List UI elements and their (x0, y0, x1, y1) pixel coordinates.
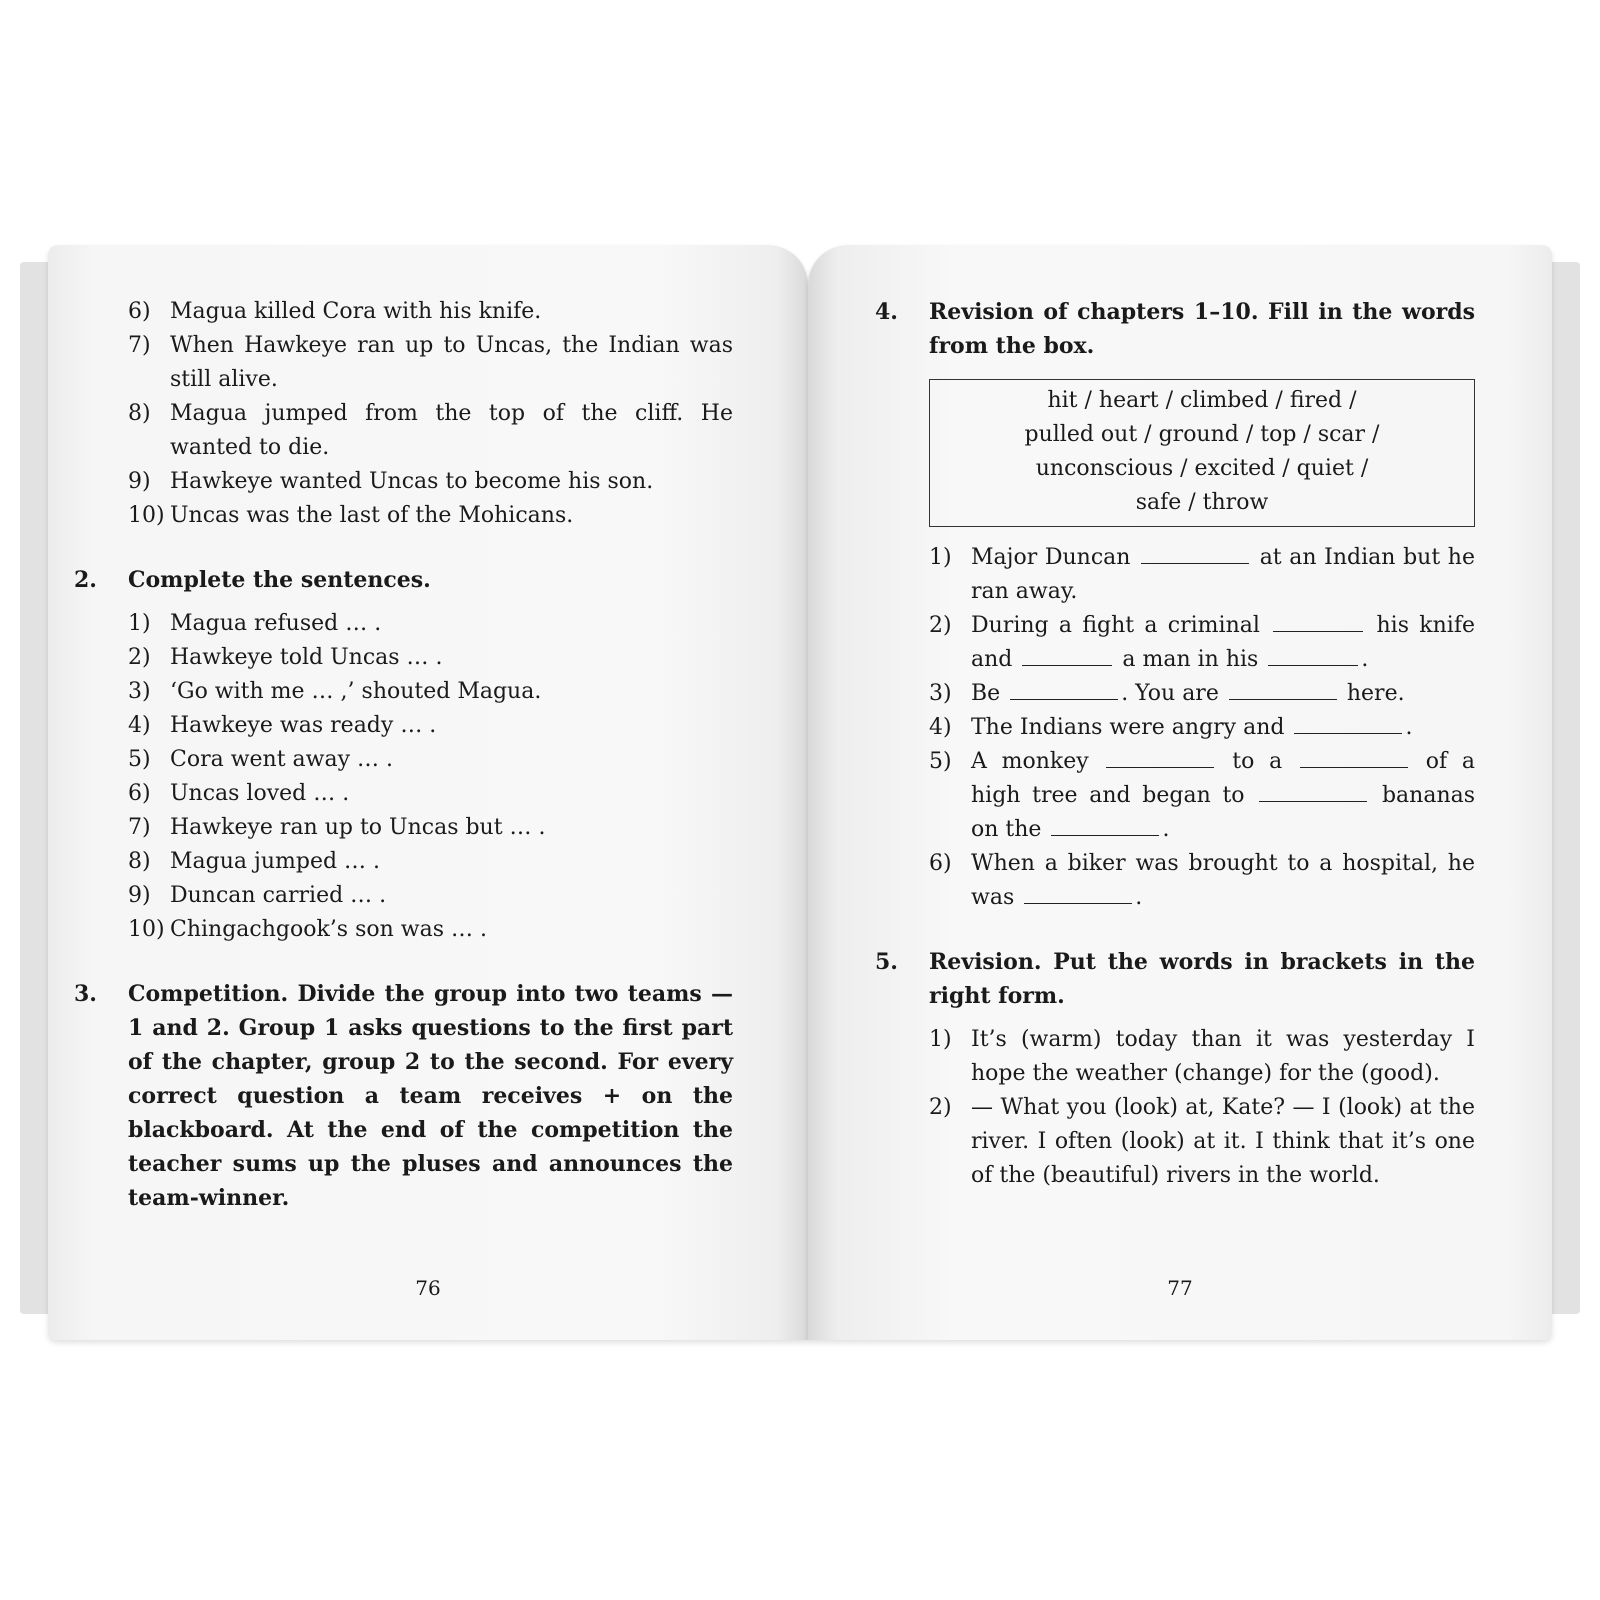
list-item: 2) During a fight a criminal his knife and a man in his . (929, 613, 1475, 672)
list-item: 10) Chingachgook’s son was … . (128, 917, 487, 942)
list-item: 9) Duncan carried … . (128, 883, 387, 908)
answer-blank[interactable] (1022, 647, 1112, 666)
list-item: 3) ‘Go with me … ,’ shouted Magua. (128, 679, 542, 704)
right-page (808, 245, 1552, 1340)
list-item: 1) Major Duncan at an Indian but he ran away. (929, 545, 1475, 604)
answer-blank[interactable] (1229, 681, 1337, 700)
list-item: 1) Magua refused … . (128, 611, 382, 636)
right-page-content (875, 295, 1475, 1193)
page-number-left: 76 (415, 1276, 441, 1300)
list-item: 7) Hawkeye ran up to Uncas but … . (128, 815, 546, 840)
answer-blank[interactable] (1010, 681, 1118, 700)
answer-blank[interactable] (1268, 647, 1358, 666)
page-number-right: 77 (1167, 1276, 1193, 1300)
list-item: 6) Uncas loved … . (128, 781, 350, 806)
list-item: 7) When Hawkeye ran up to Uncas, the Indian was still alive. (128, 333, 733, 392)
left-page (48, 245, 808, 1340)
left-page-content (74, 295, 733, 1215)
word-box-line: pulled out / ground / top / scar / (1024, 422, 1380, 447)
list-item: 10) Uncas was the last of the Mohicans. (128, 503, 574, 528)
list-item: 5) Cora went away … . (128, 747, 394, 772)
answer-blank[interactable] (1141, 545, 1249, 564)
list-item: 6) Magua killed Cora with his knife. (128, 299, 542, 324)
word-box-line: unconscious / excited / quiet / (1035, 456, 1369, 481)
answer-blank[interactable] (1106, 749, 1214, 768)
exercise-2-heading: 2. Complete the sentences. (74, 567, 431, 593)
answer-blank[interactable] (1024, 885, 1132, 904)
list-item: 8) Magua jumped … . (128, 849, 381, 874)
exercise-5-list (875, 1023, 1475, 1193)
list-item: 8) Magua jumped from the top of the cliff. He wanted to die. (128, 401, 733, 460)
exercise-4-list (875, 541, 1475, 915)
exercise-2-list (128, 607, 733, 947)
list-item: 9) Hawkeye wanted Uncas to become his son. (128, 469, 654, 494)
answer-blank[interactable] (1294, 715, 1402, 734)
list-item: 4) The Indians were angry and . (929, 715, 1413, 740)
exercise-1-continued (128, 295, 733, 533)
exercise-4-heading: 4. Revision of chapters 1–10. Fill in the words from the box. (875, 299, 1475, 359)
list-item: 2) Hawkeye told Uncas … . (128, 645, 443, 670)
answer-blank[interactable] (1300, 749, 1408, 768)
word-box-line: hit / heart / climbed / fired / (1047, 388, 1357, 413)
list-item: 4) Hawkeye was ready … . (128, 713, 437, 738)
word-box (929, 379, 1475, 527)
exercise-5-heading: 5. Revision. Put the words in brackets in the right form. (875, 949, 1475, 1009)
exercise-3: 3. Competition. Divide the group into two teams — 1 and 2. Group 1 asks questions to the first part of the chapter, group 2 to the second. For every correct question a team receives + on the blackboard. At the end of the competition the teacher sums up the pluses and announces the team-winner. (74, 981, 733, 1211)
answer-blank[interactable] (1051, 817, 1159, 836)
word-box-line: safe / throw (1135, 490, 1269, 515)
list-item: 5) A monkey to a of a high tree and began to bananas on the . (929, 749, 1476, 842)
answer-blank[interactable] (1273, 613, 1363, 632)
answer-blank[interactable] (1259, 783, 1367, 802)
list-item: 3) Be . You are here. (929, 681, 1405, 706)
list-item: 6) When a biker was brought to a hospital, he was . (929, 851, 1475, 910)
list-item: 1) It’s (warm) today than it was yesterday I hope the weather (change) for the (good). (929, 1027, 1475, 1086)
list-item: 2) — What you (look) at, Kate? — I (look) at the river. I often (look) at it. I think that it’s one of the (beautiful) rivers in the world. (929, 1095, 1475, 1188)
